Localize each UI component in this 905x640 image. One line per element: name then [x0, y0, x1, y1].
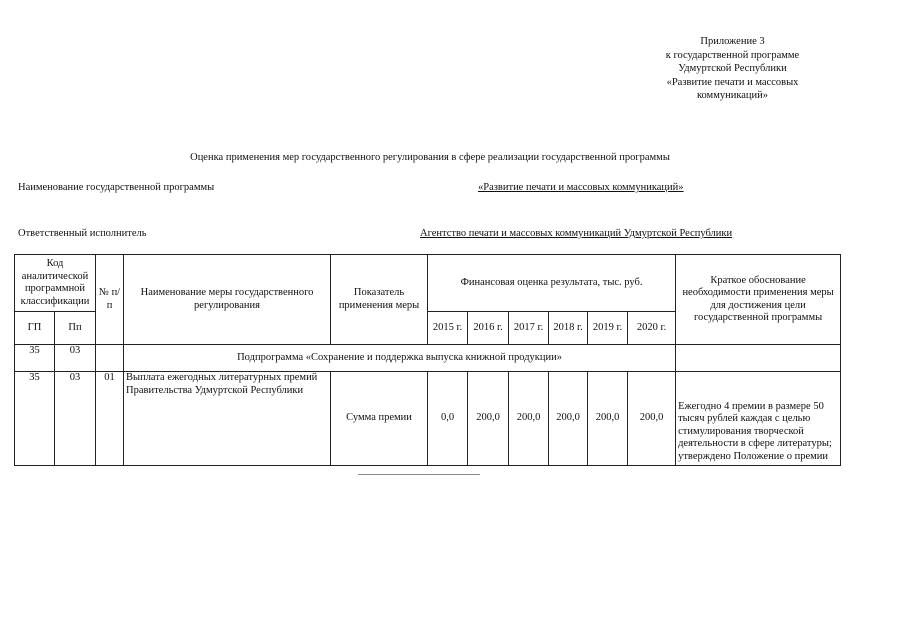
header-rationale: Краткое обоснование необходимости применения меры для достижения цели государственной программы [676, 255, 841, 345]
footer-divider [358, 474, 480, 475]
annex-line: к государственной программе [665, 49, 800, 61]
document-title: Оценка применения мер государственного регулирования в сфере реализации государственной программы [190, 152, 670, 163]
subprogram-gp: 35 [15, 345, 55, 372]
row-value-2018: 200,0 [549, 372, 588, 466]
header-financial: Финансовая оценка результата, тыс. руб. [428, 255, 676, 312]
row-num: 01 [96, 372, 124, 466]
annex-block [630, 35, 835, 103]
measures-table [14, 254, 841, 466]
annex-line: Приложение 3 [700, 36, 765, 47]
table-row [15, 372, 841, 466]
annex-line: Удмуртской Республики [678, 63, 787, 74]
header-year: 2015 г. [428, 312, 468, 345]
header-gp: ГП [15, 312, 55, 345]
header-year: 2019 г. [588, 312, 628, 345]
annex-line: «Развитие печати и массовых [666, 76, 799, 88]
row-value-2019: 200,0 [588, 372, 628, 466]
annex-line: коммуникаций» [696, 90, 769, 101]
header-pp: Пп [55, 312, 96, 345]
executor-label: Ответственный исполнитель [18, 228, 147, 239]
row-gp: 35 [15, 372, 55, 466]
row-rationale: Ежегодно 4 премии в размере 50 тысяч рублей каждая с целью стимулирования творческой деятельности в сфере литературы; утверждено Положение о премии [676, 372, 841, 466]
header-row [15, 255, 841, 312]
header-num: № п/п [96, 255, 124, 345]
program-value: «Развитие печати и массовых коммуникаций» [478, 182, 684, 193]
program-label: Наименование государственной программы [18, 182, 215, 193]
subprogram-row [15, 345, 841, 372]
subprogram-title: Подпрограмма «Сохранение и поддержка выпуска книжной продукции» [124, 345, 676, 372]
row-measure: Выплата ежегодных литературных премий Правительства Удмуртской Республики [124, 372, 331, 466]
header-year: 2020 г. [628, 312, 676, 345]
row-value-2015: 0,0 [428, 372, 468, 466]
header-year: 2018 г. [549, 312, 588, 345]
subprogram-pp: 03 [55, 345, 96, 372]
header-indicator: Показатель применения меры [331, 255, 428, 345]
header-measure: Наименование меры государственного регулирования [124, 255, 331, 345]
row-value-2020: 200,0 [628, 372, 676, 466]
row-value-2016: 200,0 [468, 372, 509, 466]
row-indicator: Сумма премии [331, 372, 428, 466]
header-code: Код аналитической программной классификации [15, 255, 96, 312]
row-pp: 03 [55, 372, 96, 466]
row-value-2017: 200,0 [509, 372, 549, 466]
executor-value: Агентство печати и массовых коммуникаций Удмуртской Республики [420, 228, 733, 239]
header-year: 2017 г. [509, 312, 549, 345]
header-year: 2016 г. [468, 312, 509, 345]
